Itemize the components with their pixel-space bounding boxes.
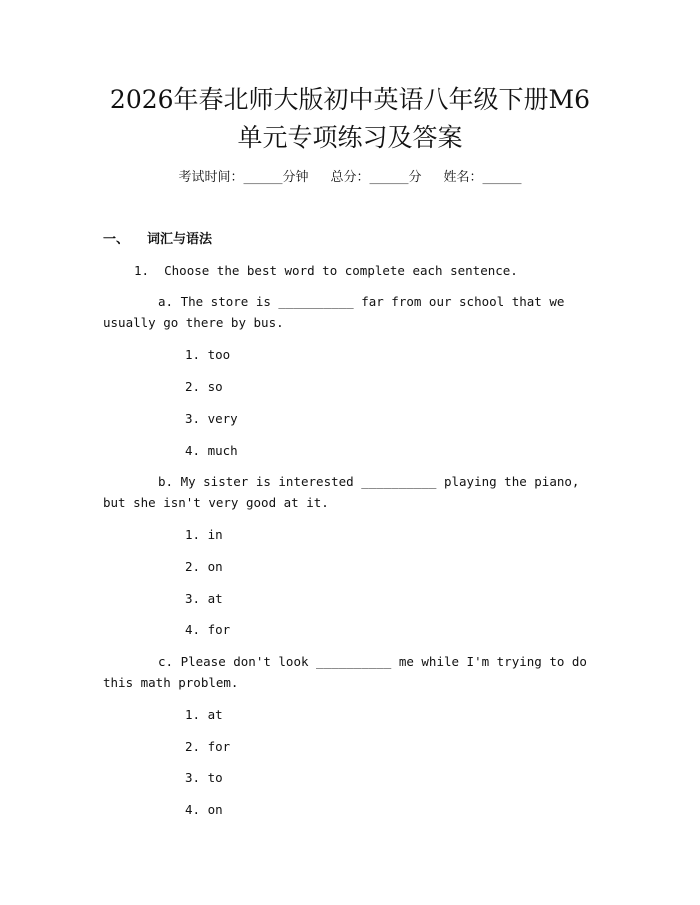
option-item: 1. at bbox=[185, 707, 223, 722]
question-item-c-stem: c. Please don't look __________ me while I'm trying to do this math problem. bbox=[103, 654, 587, 690]
option-item: 4. much bbox=[185, 443, 238, 458]
question-number: 1. bbox=[134, 263, 150, 278]
option-item: 4. for bbox=[185, 622, 231, 637]
option-item: 1. in bbox=[185, 527, 223, 542]
option-item: 3. to bbox=[185, 770, 223, 785]
document-title-line1: 2026年春北师大版初中英语八年级下册M6 bbox=[109, 85, 591, 114]
document-title-line2: 单元专项练习及答案 bbox=[237, 123, 463, 152]
section-heading bbox=[103, 230, 212, 250]
name-field: 姓名：______ bbox=[443, 170, 522, 185]
option-item: 4. on bbox=[185, 802, 223, 817]
option-item: 3. very bbox=[185, 411, 238, 426]
exam-info-line bbox=[0, 168, 700, 188]
exam-time-field: 考试时间：______分钟 bbox=[178, 170, 309, 185]
section-number: 一、 bbox=[103, 232, 130, 247]
total-score-field: 总分：______分 bbox=[330, 170, 422, 185]
question-item-b-stem: b. My sister is interested __________ playing the piano, but she isn't very good at it. bbox=[103, 474, 580, 510]
option-item: 2. on bbox=[185, 559, 223, 574]
option-item: 1. too bbox=[185, 347, 231, 362]
section-title: 词汇与语法 bbox=[147, 232, 213, 247]
question-instruction bbox=[134, 260, 518, 281]
option-item: 2. for bbox=[185, 739, 231, 754]
option-item: 2. so bbox=[185, 379, 223, 394]
question-instruction-text: Choose the best word to complete each sentence. bbox=[164, 263, 518, 278]
question-item-a-stem: a. The store is __________ far from our school that we usually go there by bus. bbox=[103, 294, 565, 330]
option-item: 3. at bbox=[185, 591, 223, 606]
